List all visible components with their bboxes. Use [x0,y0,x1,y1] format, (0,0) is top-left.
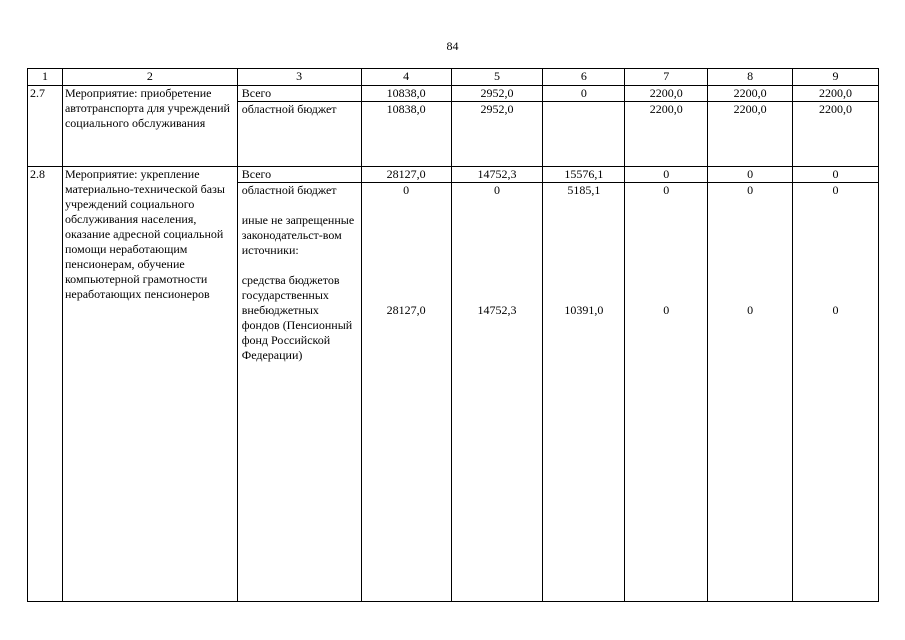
header-cell: 8 [708,69,793,86]
value-cell [543,183,625,602]
value: 10391,0 [564,303,604,317]
value: 0 [832,303,839,317]
header-cell: 6 [543,69,625,86]
source-label: Всего [237,86,361,102]
source-label: областной бюджет [237,102,361,167]
value-cell: 0 [793,167,879,183]
header-cell: 1 [28,69,63,86]
source-label: средства бюджетов государственных внебюджетных фондов (Пенсионный фонд Российской Федерации) [241,273,353,362]
value: 0 [493,183,500,197]
source-label: областной бюджет [241,183,337,197]
value: 0 [663,303,670,317]
value-cell [543,102,625,167]
value-cell: 2200,0 [625,102,708,167]
value-cell: 14752,3 [451,167,543,183]
header-cell: 7 [625,69,708,86]
table-row [28,167,879,183]
source-cell [237,183,361,602]
value-cell [451,183,543,602]
value-cell [361,183,451,602]
program-table [27,68,879,602]
source-label: Всего [237,167,361,183]
header-cell: 2 [62,69,237,86]
row-id: 2.8 [28,167,63,602]
value-cell: 0 [625,167,708,183]
header-row [28,69,879,86]
value-cell: 2952,0 [451,86,543,102]
table-row [28,86,879,102]
page-number: 84 [446,39,459,53]
value: 0 [832,183,839,197]
row-id: 2.7 [28,86,63,167]
row-name: Мероприятие: укрепление материально-технической базы учреждений социального обслуживания населения, оказание адресной социальной помощи неработающим пенсионерам, обучение компьютерной грамотности неработающих пенсионеров [62,167,237,602]
header-cell: 4 [361,69,451,86]
value-cell: 2200,0 [625,86,708,102]
value: 28127,0 [386,303,426,317]
value-cell: 0 [543,86,625,102]
source-label: иные не запрещенные законодательст-вом источники: [241,213,355,257]
value-cell: 15576,1 [543,167,625,183]
value-cell: 2200,0 [708,86,793,102]
value-cell: 2200,0 [793,102,879,167]
header-cell: 3 [237,69,361,86]
value: 0 [663,183,670,197]
row-name: Мероприятие: приобретение автотранспорта для учреждений социального обслуживания [62,86,237,167]
value-cell: 2200,0 [708,102,793,167]
value-cell: 2952,0 [451,102,543,167]
value-cell: 10838,0 [361,102,451,167]
value: 0 [747,183,754,197]
value: 5185,1 [567,183,601,197]
header-cell: 9 [793,69,879,86]
header-cell: 5 [451,69,543,86]
value-cell: 0 [708,167,793,183]
value-cell [793,183,879,602]
value-cell [625,183,708,602]
value: 0 [403,183,410,197]
value-cell: 10838,0 [361,86,451,102]
value: 0 [747,303,754,317]
value-cell [708,183,793,602]
value-cell: 2200,0 [793,86,879,102]
value: 14752,3 [477,303,517,317]
value-cell: 28127,0 [361,167,451,183]
